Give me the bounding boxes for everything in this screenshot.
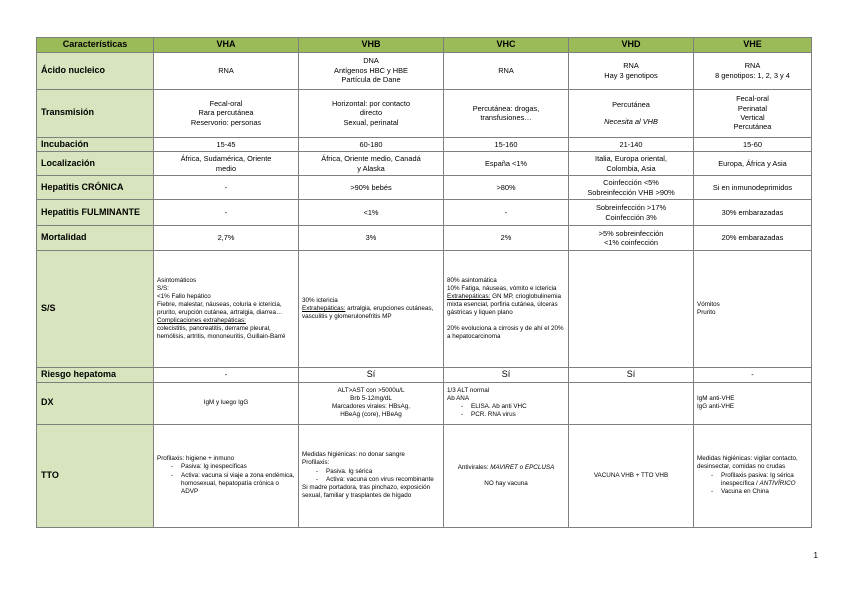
cell-text: Profilaxis: <box>302 459 330 467</box>
cell-vhb: 3% <box>299 226 444 251</box>
cell-vhd <box>569 382 694 424</box>
cell-vhd: 21-140 <box>569 137 694 152</box>
cell-text: 80% asintomática <box>447 276 497 284</box>
cell-text: HBeAg (core), HBeAg <box>340 411 402 419</box>
cell-text: Rara percutánea <box>198 108 254 118</box>
cell-vhd: VACUNA VHB + TTO VHB <box>569 424 694 527</box>
header-vhc: VHC <box>444 38 569 53</box>
row-incubacion <box>37 137 812 152</box>
cell-text: S/S: <box>157 284 169 292</box>
row-label: S/S <box>37 251 154 368</box>
cell-vhe <box>694 152 812 176</box>
cell-text: medio <box>215 163 237 173</box>
cell-text: Medidas higiénicas: no donar sangre <box>302 451 405 459</box>
cell-text: Reservorio: personas <box>190 117 262 127</box>
cell-vhb: Sí <box>299 368 444 383</box>
cell-text: Perinatal <box>737 103 768 113</box>
cell-vhe: - <box>694 368 812 383</box>
cell-vhc: 2% <box>444 226 569 251</box>
cell-text: 30% ictericia <box>302 296 338 304</box>
row-label: TTO <box>37 424 154 527</box>
cell-vhe <box>694 382 812 424</box>
cell-text: y Alaska <box>357 163 385 173</box>
cell-subtitle: Complicaciones extrahepáticas: <box>157 317 246 325</box>
cell-text: GN MP, crioglobulinemia mixta esencial, porfiria cutánea, úlceras gástricas y liquen plano <box>447 292 561 317</box>
bullet-item: - Activa: vacuna con virus recombinante <box>326 476 434 483</box>
cell-text: Vómitos <box>697 300 720 308</box>
cell-text: Si madre portadora, tras pinchazo, exposición sexual, familiar y trasplantes de hígado <box>302 483 431 499</box>
cell-text: MAVIRET o EPCLUSA <box>490 463 555 471</box>
cell-text: Ab ANA <box>447 395 470 402</box>
cell-vha <box>154 251 299 368</box>
cell-vha: IgM y luego IgG <box>154 382 299 424</box>
cell-vhd <box>569 200 694 226</box>
row-localizacion <box>37 152 812 176</box>
header-vhe: VHE <box>694 38 812 53</box>
cell-vhc <box>444 52 569 89</box>
cell-vhb <box>299 382 444 424</box>
cell-vhb: <1% <box>299 200 444 226</box>
cell-text: ALT>AST con >5000u/L <box>337 386 405 394</box>
cell-vhb: >90% bebés <box>299 176 444 200</box>
cell-vhd <box>569 226 694 251</box>
cell-vha: 2,7% <box>154 226 299 251</box>
row-label: Hepatitis CRÓNICA <box>37 176 154 200</box>
cell-text: Marcadores virales: HBsAg, <box>331 403 411 411</box>
cell-text: 1/3 ALT normal <box>447 386 490 394</box>
bullet-item: - Pasiva. Ig sérica <box>326 468 372 475</box>
bullet-item: - Vacuna en China <box>721 488 769 495</box>
cell-text: Partícula de Dane <box>341 75 401 85</box>
cell-text: 8 genotipos: 1, 2, 3 y 4 <box>715 70 790 80</box>
cell-text: NO hay vacuna <box>484 479 528 487</box>
cell-vhb <box>299 424 444 527</box>
header-vha: VHA <box>154 38 299 53</box>
bullet-item: - PCR. RNA virus <box>471 411 516 418</box>
cell-vhe: 30% embarazadas <box>694 200 812 226</box>
cell-vha: - <box>154 176 299 200</box>
cell-vhc: - <box>444 200 569 226</box>
cell-text: Coinfección 3% <box>605 212 657 222</box>
cell-text: Sobreinfección VHB >90% <box>587 187 675 197</box>
cell-vhe <box>694 52 812 89</box>
cell-vhb: 60-180 <box>299 137 444 152</box>
cell-vhc <box>444 89 569 137</box>
row-label: Incubación <box>37 137 154 152</box>
cell-vhe <box>694 424 812 527</box>
cell-vhc: Sí <box>444 368 569 383</box>
bullet-item: - ELISA. Ab anti VHC <box>471 403 527 410</box>
cell-vhc <box>444 251 569 368</box>
cell-text: Fiebre, malestar, náuseas, coluria e ictericia, prurito, erupción cutánea, artralgia, diarrea… <box>157 300 283 317</box>
cell-vhb <box>299 89 444 137</box>
cell-text: España <1% <box>484 158 528 168</box>
header-row <box>37 38 812 53</box>
cell-text: transfusiones… <box>480 113 532 123</box>
page-number: 1 <box>813 551 818 560</box>
cell-note: Necesita al VHB <box>604 117 658 127</box>
cell-vhe <box>694 251 812 368</box>
cell-text: artralgia, erupciones cutáneas, vasculitis y glomerulonefritis MP <box>302 305 434 321</box>
row-label: Hepatitis FULMINANTE <box>37 200 154 226</box>
cell-text: Profilaxis: higiene + inmuno <box>157 455 235 463</box>
row-hepatitis-fulminante <box>37 200 812 226</box>
cell-text: Hay 3 genotipos <box>604 70 658 80</box>
cell-text: Asintomáticos <box>157 276 197 284</box>
cell-text: Fecal-oral <box>209 98 243 108</box>
cell-vhe <box>694 89 812 137</box>
bullet-item: - Activa: vacuna si viaje a zona endémica, homosexual, hepatopatía crónica o ADVP <box>181 472 294 495</box>
cell-text: Brb 5-12mg/dL <box>350 395 392 402</box>
cell-vhb <box>299 251 444 368</box>
cell-vhc <box>444 382 569 424</box>
bullet-item: ANTIVÍRICO <box>759 479 796 487</box>
cell-vhc <box>444 424 569 527</box>
cell-vhd <box>569 52 694 89</box>
cell-text: Italia, Europa oriental, <box>595 154 667 164</box>
cell-text: Sobreinfección >17% <box>595 203 667 213</box>
cell-vhb <box>299 52 444 89</box>
cell-text: <1% Fallo hepático <box>157 292 211 300</box>
cell-text: Colombia, Asia <box>606 163 656 173</box>
cell-text: Fecal-oral <box>736 94 769 104</box>
cell-subtitle: Extrahepáticas: <box>447 292 491 300</box>
cell-text: RNA <box>218 65 234 75</box>
cell-vhd <box>569 89 694 137</box>
row-signos-sintomas <box>37 251 812 368</box>
row-label: Mortalidad <box>37 226 154 251</box>
cell-subtitle: Extrahepáticas: <box>302 305 346 312</box>
cell-text: Sexual, perinatal <box>343 117 399 127</box>
cell-vhd <box>569 152 694 176</box>
cell-text: DNA <box>363 56 379 66</box>
header-vhb: VHB <box>299 38 444 53</box>
header-caracteristicas: Características <box>37 38 154 53</box>
row-mortalidad <box>37 226 812 251</box>
cell-vhe: 15-60 <box>694 137 812 152</box>
cell-text: colecistitis, pancreatitis, derrame pleural, hemólisis, artritis, mononeuritis, Guillain-Barré <box>157 325 286 341</box>
bullet-item: - Pasiva: Ig inespecíficas <box>181 463 247 470</box>
cell-text: Antivirales: <box>457 463 491 471</box>
cell-vhc: 15-160 <box>444 137 569 152</box>
cell-text: África, Oriente medio, Canadá <box>321 154 421 164</box>
cell-text: Percutánea: drogas, <box>472 103 540 113</box>
cell-vha <box>154 52 299 89</box>
cell-text: RNA <box>744 61 761 71</box>
cell-text: Europa, África y Asia <box>718 158 787 168</box>
bullet-item: Profilaxis pasiva: Ig sérica inespecífica / <box>721 471 794 487</box>
cell-text: Percutánea <box>612 99 650 109</box>
row-dx <box>37 382 812 424</box>
row-tto <box>37 424 812 527</box>
cell-text: Percutánea <box>733 122 772 132</box>
cell-vha: - <box>154 368 299 383</box>
cell-text: Vertical <box>740 113 765 123</box>
cell-text: IgG anti-VHE <box>697 403 735 411</box>
cell-vhd: Sí <box>569 368 694 383</box>
cell-vha <box>154 89 299 137</box>
cell-vhb <box>299 152 444 176</box>
cell-text: Prurito <box>697 309 716 317</box>
row-label: Riesgo hepatoma <box>37 368 154 383</box>
hepatitis-comparison-table <box>36 37 812 528</box>
cell-vhe: Si en inmunodeprimidos <box>694 176 812 200</box>
row-riesgo-hepatoma <box>37 368 812 383</box>
cell-vha: - <box>154 200 299 226</box>
cell-vha <box>154 152 299 176</box>
cell-text: RNA <box>623 61 639 71</box>
cell-vhd <box>569 176 694 200</box>
header-vhd: VHD <box>569 38 694 53</box>
row-label: Ácido nucleico <box>37 52 154 89</box>
cell-vhc <box>444 152 569 176</box>
row-label: Transmisión <box>37 89 154 137</box>
row-label: Localización <box>37 152 154 176</box>
cell-text: Antígenos HBC y HBE <box>334 65 408 75</box>
cell-text: directo <box>359 108 383 118</box>
cell-text: África, Sudamérica, Oriente <box>180 154 272 164</box>
cell-text: RNA <box>498 65 514 75</box>
cell-vhc: >80% <box>444 176 569 200</box>
cell-text: IgM anti-VHE <box>697 395 735 402</box>
cell-text: Horizontal: por contacto <box>331 98 411 108</box>
row-transmision <box>37 89 812 137</box>
cell-vhe: 20% embarazadas <box>694 226 812 251</box>
cell-vha: 15-45 <box>154 137 299 152</box>
cell-vhd <box>569 251 694 368</box>
cell-text: Coinfección <5% <box>603 178 659 188</box>
cell-text: 20% evoluciona a cirrosis y de ahí el 20% a hepatocarcinoma <box>447 325 564 341</box>
row-label: DX <box>37 382 154 424</box>
cell-vha <box>154 424 299 527</box>
row-hepatitis-cronica <box>37 176 812 200</box>
cell-text: Medidas higiénicas: vigilar contacto, desinsectar, comidas no crudas <box>697 455 798 471</box>
cell-text: 10% Fatiga, náuseas, vómito e ictericia <box>447 284 557 292</box>
cell-text: >5% sobreinfección <box>598 228 664 238</box>
cell-text: <1% coinfección <box>603 238 659 248</box>
row-acido-nucleico <box>37 52 812 89</box>
